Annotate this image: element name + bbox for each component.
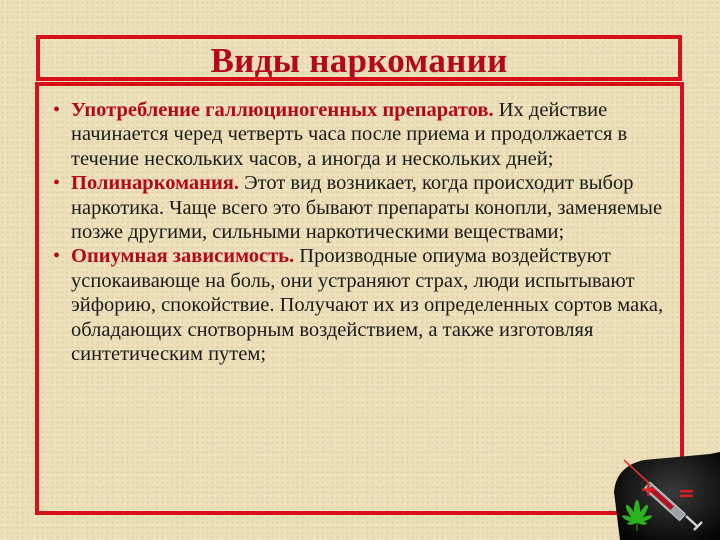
bullet-list (53, 98, 673, 366)
bullet-item (53, 98, 673, 171)
plus-sign-icon: + (640, 477, 657, 501)
slide-title: Виды наркомании (210, 41, 508, 80)
drug-warning-logo (606, 452, 720, 540)
bullet-term: Полинаркомания. (71, 172, 240, 195)
bullet-item (53, 244, 673, 366)
bullet-term: Опиумная зависимость. (71, 245, 295, 268)
equals-sign-icon: = (678, 481, 695, 505)
content-box (35, 82, 684, 515)
bullet-item (53, 171, 673, 244)
bullet-text: Их действие начинается черед четверть часа после приема и продолжается в течение нескольких часов, а иногда и нескольких дней; (71, 99, 628, 170)
bullet-text: Производные опиума воздействуют успокаивающе на боль, они устраняют страх, люди испытывают эйфорию, спокойствие. Получают их из определенных сортов мака, обладающих снотворным воздействием, а также изготовляя синтетическим путем; (71, 245, 664, 366)
title-box (36, 35, 682, 81)
bullet-text: Этот вид возникает, когда происходит выбор наркотика. Чаще всего это бывают препараты конопли, заменяемые позже другими, сильными наркотическими веществами; (71, 172, 663, 244)
bullet-term: Употребление галлюциногенных препаратов. (71, 99, 494, 121)
